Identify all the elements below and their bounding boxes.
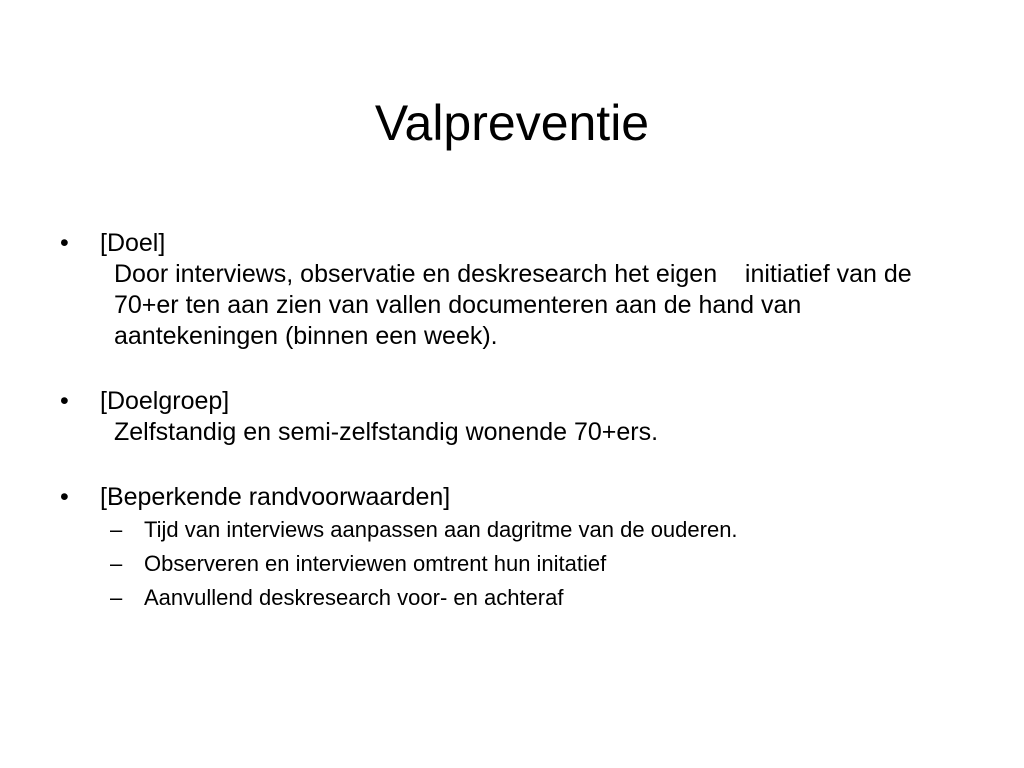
dash-icon: – xyxy=(110,517,123,542)
spacer xyxy=(60,448,960,482)
dash-icon: – xyxy=(110,585,123,610)
bullet-icon: • xyxy=(60,229,69,257)
spacer xyxy=(60,352,960,386)
bullet-doel xyxy=(60,228,960,259)
slide-content xyxy=(60,228,960,615)
slide-title: Valpreventie xyxy=(374,95,650,151)
bullet-icon: • xyxy=(60,483,69,511)
sub-item-text: Tijd van interviews aanpassen aan dagritme van de ouderen. xyxy=(144,517,738,542)
sub-item xyxy=(60,581,960,615)
bullet-heading: [Doel] xyxy=(100,229,166,257)
bullet-heading: [Doelgroep] xyxy=(100,387,230,415)
bullet-body: Zelfstandig en semi-zelfstandig wonende 70+ers. xyxy=(114,418,659,446)
bullet-icon: • xyxy=(60,387,69,415)
dash-icon: – xyxy=(110,551,123,576)
bullet-doelgroep xyxy=(60,386,960,417)
sub-item-text: Aanvullend deskresearch voor- en achteraf xyxy=(144,585,564,610)
sub-item-text: Observeren en interviewen omtrent hun initatief xyxy=(144,551,607,576)
sub-item xyxy=(60,513,960,547)
bullet-heading: [Beperkende randvoorwaarden] xyxy=(100,483,451,511)
bullet-randvoorwaarden xyxy=(60,482,960,513)
sub-item xyxy=(60,547,960,581)
bullet-body: Door interviews, observatie en deskresearch het eigen initiatief van de 70+er ten aan zien van vallen documenteren aan de hand van aantekeningen (binnen een week). xyxy=(114,260,919,350)
